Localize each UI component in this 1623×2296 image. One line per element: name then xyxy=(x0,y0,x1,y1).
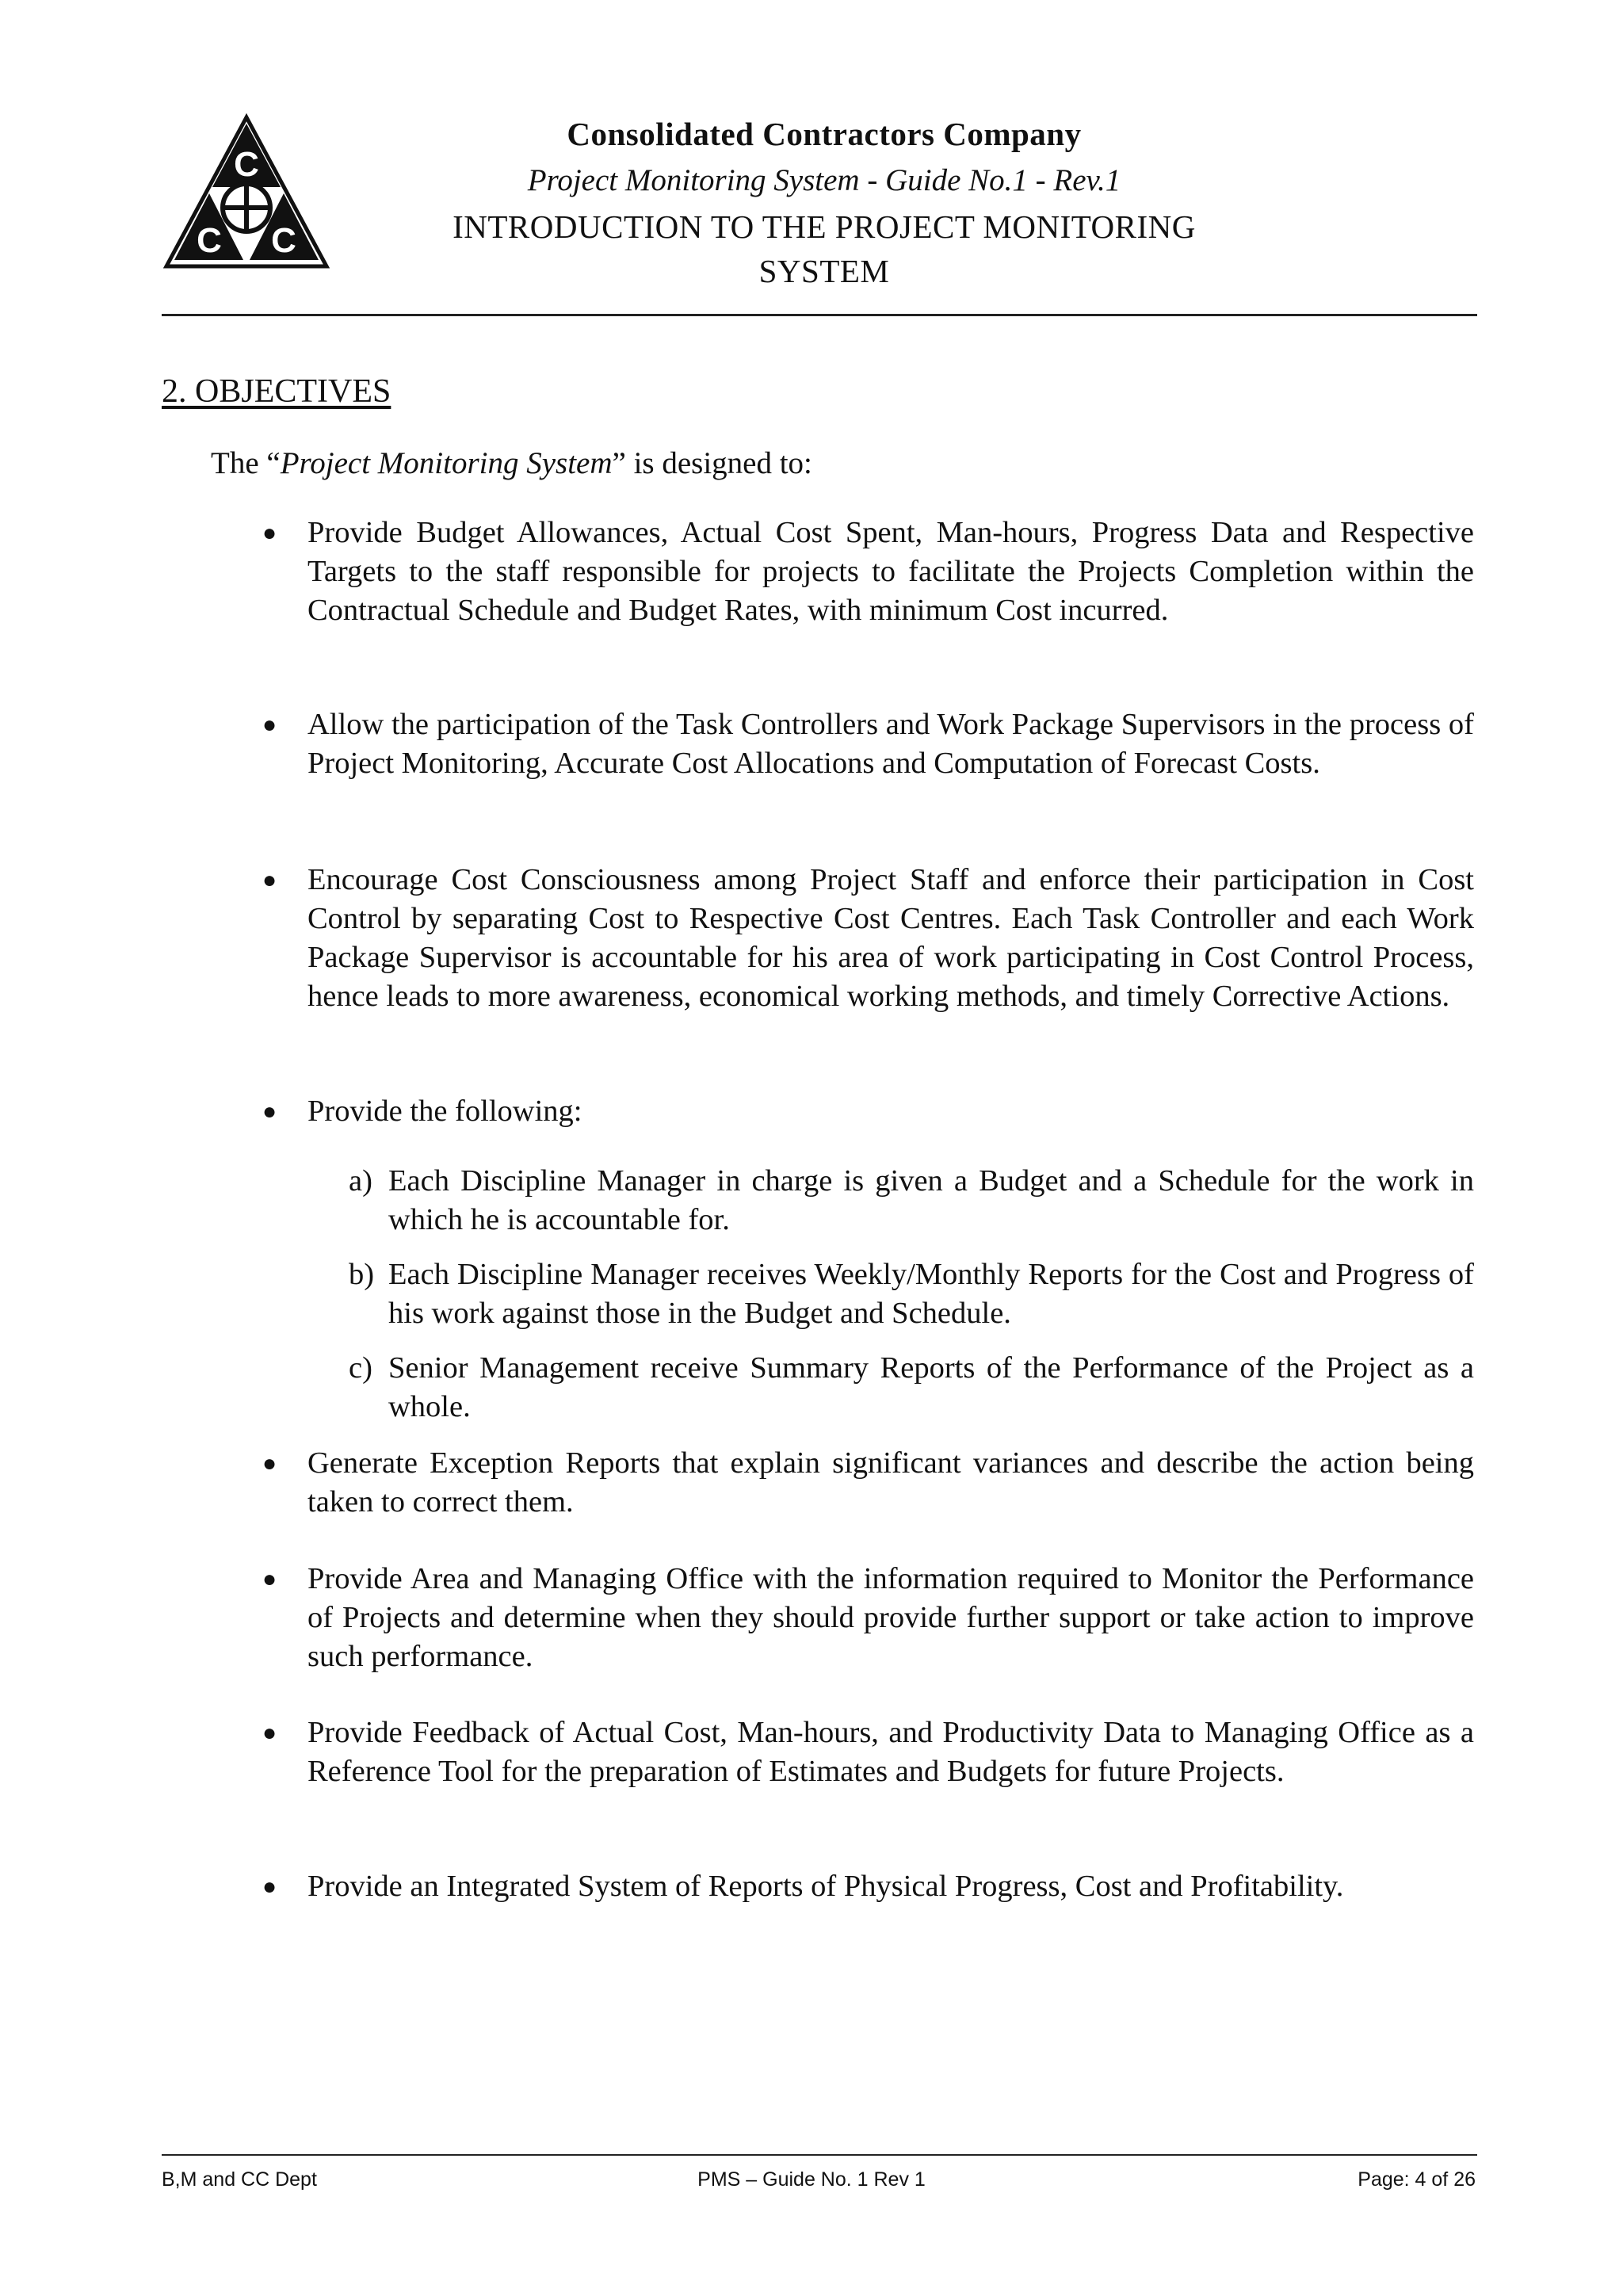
objective-item: Provide the following: xyxy=(307,1095,582,1128)
subitem-label: c) xyxy=(349,1351,372,1385)
footer-document-id: PMS – Guide No. 1 Rev 1 xyxy=(697,2168,926,2191)
objective-item: Provide Area and Managing Office with the information required to Monitor the Performance of Projects and determine when they should provide further support or take action to improve such performance. xyxy=(307,1562,1474,1673)
objective-item: Allow the participation of the Task Controllers and Work Package Supervisors in the process of Project Monitoring, Accurate Cost Allocations and Computation of Forecast Costs. xyxy=(307,708,1474,780)
footer-page-number: Page: 4 of 26 xyxy=(1358,2168,1476,2191)
subitem-text: Each Discipline Manager in charge is given a Budget and a Schedule for the work in which he is accountable for. xyxy=(388,1164,1474,1236)
footer-divider xyxy=(162,2154,1477,2156)
bullet-icon: ● xyxy=(262,1874,277,1900)
subitem-label: a) xyxy=(349,1164,372,1198)
bullet-icon: ● xyxy=(262,1098,277,1125)
objective-item: Provide Feedback of Actual Cost, Man-hours, and Productivity Data to Managing Office as a Reference Tool for the preparation of Estimates and Budgets for future Projects. xyxy=(307,1716,1474,1788)
objective-item: Provide an Integrated System of Reports of Physical Progress, Cost and Profitability. xyxy=(307,1870,1344,1903)
section-heading: 2. OBJECTIVES xyxy=(162,373,391,410)
header-divider xyxy=(162,314,1477,316)
document-header xyxy=(365,111,1284,293)
ccc-triangle-logo-icon xyxy=(162,113,331,271)
company-name: Consolidated Contractors Company xyxy=(567,116,1082,152)
intro-suffix: ” is designed to: xyxy=(612,446,812,480)
objective-item: Provide Budget Allowances, Actual Cost Spent, Man-hours, Progress Data and Respective Targets to the staff responsible for projects to facilitate the Projects Completion within the Contractual Schedule and Budget Rates, with minimum Cost incurred. xyxy=(307,516,1474,627)
svg-text:C: C xyxy=(271,221,296,260)
subitem-text: Senior Management receive Summary Reports of the Performance of the Project as a whole. xyxy=(388,1351,1474,1423)
bullet-icon: ● xyxy=(262,712,277,738)
bullet-icon: ● xyxy=(262,1720,277,1746)
intro-prefix: The “ xyxy=(211,446,281,480)
chapter-title-line1: INTRODUCTION TO THE PROJECT MONITORING xyxy=(453,208,1196,245)
bullet-icon: ● xyxy=(262,867,277,893)
footer-department: B,M and CC Dept xyxy=(162,2168,317,2191)
bullet-icon: ● xyxy=(262,520,277,546)
bullet-icon: ● xyxy=(262,1450,277,1477)
intro-system-name: Project Monitoring System xyxy=(280,446,613,480)
bullet-icon: ● xyxy=(262,1566,277,1592)
svg-text:C: C xyxy=(197,221,222,260)
objective-item: Generate Exception Reports that explain significant variances and describe the action being taken to correct them. xyxy=(307,1446,1474,1519)
chapter-title-line2: SYSTEM xyxy=(758,253,890,289)
svg-text:C: C xyxy=(234,145,259,184)
subitem-label: b) xyxy=(349,1258,375,1291)
section-intro xyxy=(211,444,812,483)
subitem-text: Each Discipline Manager receives Weekly/Monthly Reports for the Cost and Progress of his work against those in the Budget and Schedule. xyxy=(388,1258,1474,1330)
objective-item: Encourage Cost Consciousness among Project Staff and enforce their participation in Cost Control by separating Cost to Respective Cost Centres. Each Task Controller and each Work Package Supervisor is accountable for his area of work participating in Cost Control Process, hence leads to more awareness, economical working methods, and timely Corrective Actions. xyxy=(307,863,1474,1013)
guide-title: Project Monitoring System - Guide No.1 - Rev.1 xyxy=(527,163,1121,197)
